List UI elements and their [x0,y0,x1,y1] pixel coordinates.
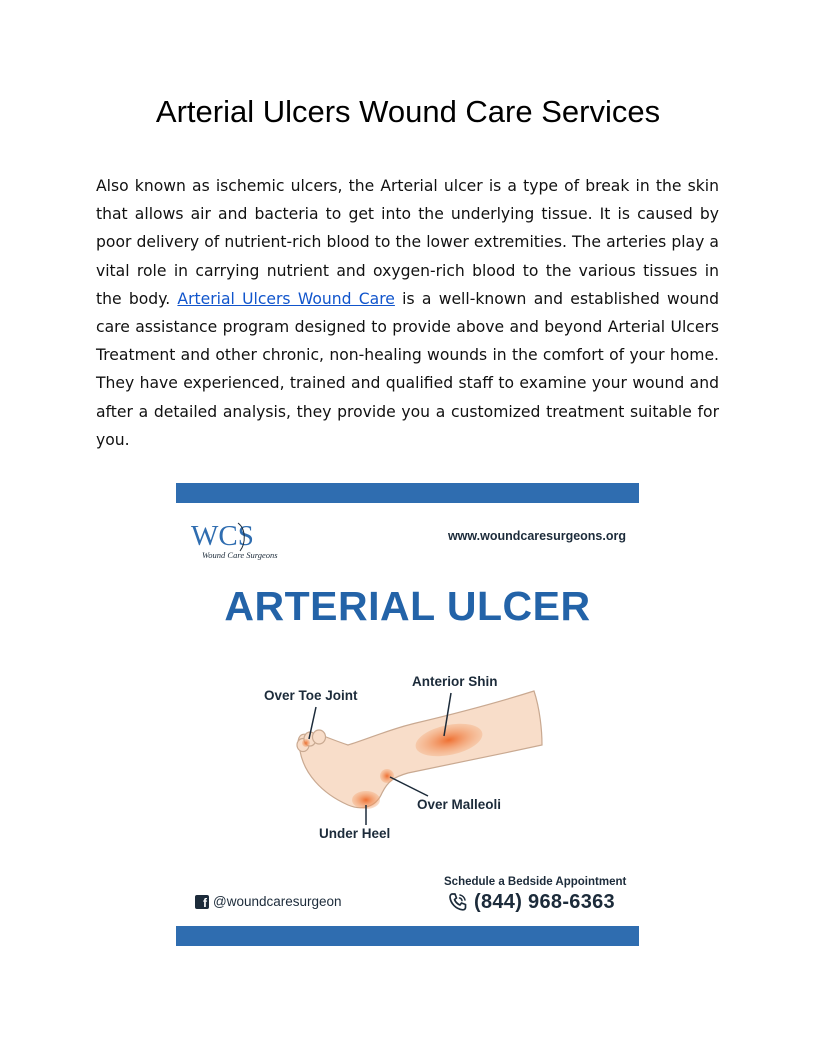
logo-subtitle-text: Wound Care Surgeons [202,550,278,560]
phone-contact[interactable] [448,890,615,914]
infographic-heading: ARTERIAL ULCER [224,583,591,629]
paragraph-text-before-link: Also known as ischemic ulcers, the Arterial ulcer is a type of break in the skin that allows air and bacteria to get into the underlying tissue. It is caused by poor delivery of nutrient-rich blood to the lower extremities. The arteries play a vital role in carrying nutrient and oxygen-rich blood to the various tissues in the body. [96,177,719,308]
arterial-ulcer-infographic [176,483,639,946]
intro-paragraph [96,172,719,454]
bottom-blue-bar [176,926,639,946]
paragraph-text-after-link: is a well-known and established wound care assistance program designed to provide above and beyond Arterial Ulcers Treatment and other chronic, non-healing wounds in the comfort of your home. They have experienced, trained and qualified staff to examine your wound and after a detailed analysis, they provide you a customized treatment suitable for you. [96,289,719,449]
website-url[interactable]: www.woundcaresurgeons.org [447,529,626,543]
ulcer-marker-malleoli [380,769,394,783]
arterial-ulcers-wound-care-link[interactable]: Arterial Ulcers Wound Care [177,289,395,308]
label-over-toe-joint: Over Toe Joint [264,688,358,703]
page-title: Arterial Ulcers Wound Care Services [155,94,661,129]
logo-mark-text: WCS [191,520,254,552]
label-over-malleoli: Over Malleoli [417,797,502,812]
label-anterior-shin: Anterior Shin [412,674,498,689]
facebook-contact[interactable] [195,894,342,909]
phone-ringing-icon [448,892,468,912]
ulcer-marker-toe [302,739,310,747]
social-handle: @woundcaresurgeon [213,894,342,909]
phone-number: (844) 968-6363 [474,890,615,913]
pointer-line-malleoli [390,777,428,796]
label-under-heel: Under Heel [319,826,391,841]
facebook-icon: f [195,895,209,909]
schedule-appointment-text: Schedule a Bedside Appointment [444,876,627,888]
